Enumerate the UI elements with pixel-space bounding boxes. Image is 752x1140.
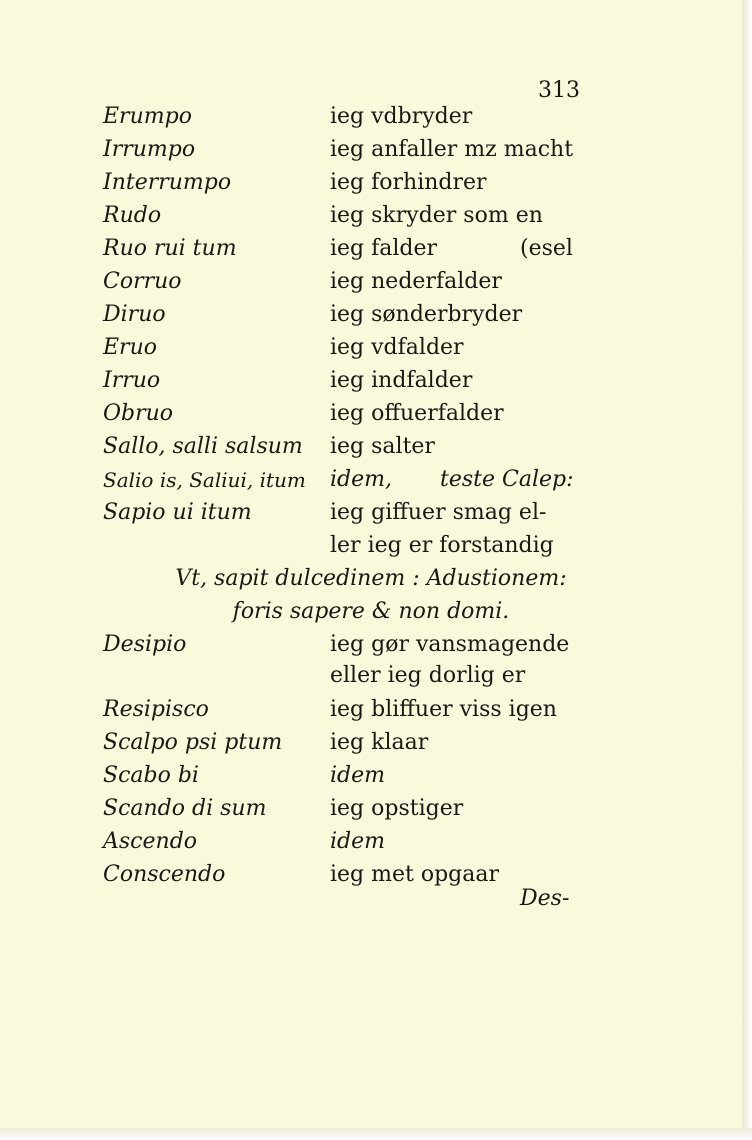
latin-word: Scabo bi [103,763,199,788]
danish-gloss: ieg falder [330,236,438,261]
danish-gloss: idem [330,829,385,854]
gloss-reference: teste Calep: [440,467,574,492]
danish-gloss: ieg bliffuer viss igen [330,697,557,722]
latin-word: Ruo rui tum [103,236,237,261]
entry-row [0,398,742,430]
entry-row [0,760,742,792]
danish-gloss: ieg met opgaar [330,862,500,887]
danish-gloss: ieg anfaller mz macht [330,137,574,162]
entry-row [0,660,742,692]
latin-word: Scalpo psi ptum [103,730,283,755]
entry-row [0,167,742,199]
danish-gloss: ieg gør vansmagende [330,632,570,657]
latin-word: Diruo [103,302,166,327]
entry-row [0,233,742,265]
danish-gloss: ieg sønderbryder [330,302,523,327]
latin-word: Rudo [103,203,162,228]
entry-row [0,629,742,661]
latin-word: Irruo [103,368,161,393]
entry-row [0,332,742,364]
entry-row [0,727,742,759]
entry-row [0,694,742,726]
entry-row [0,134,742,166]
entry-row [0,793,742,825]
danish-gloss: ler ieg er forstandig [330,533,554,558]
danish-gloss: ieg klaar [330,730,429,755]
latin-word: Interrumpo [103,170,232,195]
latin-word: Sallo, salli salsum [103,434,303,459]
page-number: 313 [538,78,580,103]
entry-row [0,365,742,397]
danish-gloss: ieg nederfalder [330,269,502,294]
danish-gloss: idem, [330,467,392,492]
danish-gloss: ieg forhindrer [330,170,487,195]
example-line: Vt, sapit dulcedinem : Adustionem: [175,566,567,591]
latin-word: Obruo [103,401,174,426]
danish-gloss: ieg opstiger [330,796,464,821]
catchword: Des- [520,886,570,911]
danish-gloss: ieg indfalder [330,368,473,393]
latin-word: Eruo [103,335,157,360]
danish-gloss: ieg giffuer smag el- [330,500,547,525]
danish-gloss: ieg vdfalder [330,335,464,360]
entry-row [0,101,742,133]
entry-row [0,826,742,858]
entry-row [0,266,742,298]
gloss-continuation: (esel [520,236,573,261]
latin-word: Desipio [103,632,187,657]
danish-gloss: ieg salter [330,434,435,459]
page-edge-shadow [742,0,752,1140]
latin-word: Scando di sum [103,796,267,821]
entry-row [0,859,742,891]
entry-row [0,200,742,232]
latin-word: Ascendo [103,829,198,854]
latin-word: Sapio ui itum [103,500,252,525]
latin-word: Resipisco [103,697,209,722]
page-edge-shadow [0,1128,752,1140]
danish-gloss: eller ieg dorlig er [330,663,526,688]
entry-row [0,431,742,463]
danish-gloss: idem [330,763,385,788]
entry-row [0,530,742,562]
latin-word: Corruo [103,269,182,294]
danish-gloss: ieg vdbryder [330,104,473,129]
danish-gloss: ieg offuerfalder [330,401,504,426]
danish-gloss: ieg skryder som en [330,203,543,228]
example-line: foris sapere & non domi. [232,599,510,624]
entry-row [0,464,742,496]
latin-word: Erumpo [103,104,192,129]
latin-word: Irrumpo [103,137,196,162]
latin-word: Salio is, Saliui, itum [103,468,306,492]
latin-word: Conscendo [103,862,226,887]
entry-row [0,497,742,529]
entry-row [0,299,742,331]
